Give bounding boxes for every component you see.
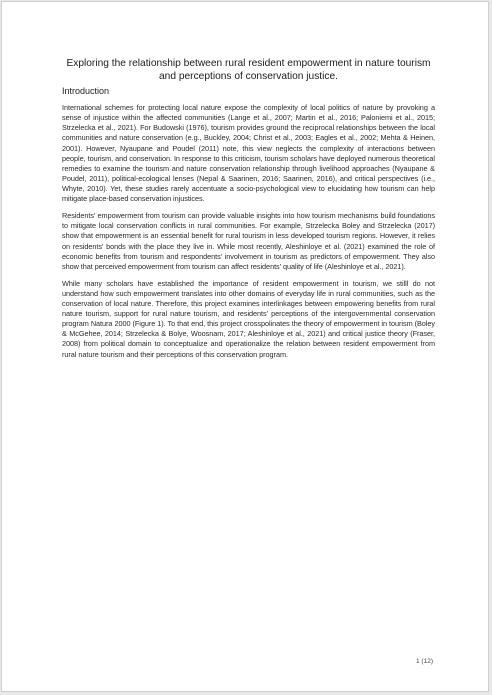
paragraph-3: While many scholars have established the importance of resident empowerment in tourism, we stilll do not understand how such empowerment translates into other domains of everyday life in rural communities, such as the conservation of local nature. Therefore, this project examines interlinkages between empowering benefits from rural nature tourism, support for rural nature tourism, and residents' perceptions of the intergovernmental conservation program Natura 2000 (Figure 1). To that end, this project crosspolinates the theory of empowerment in tourism (Boley & McGehee, 2014; Strzelecka & Bolye, Woosnam, 2017; Aleshinloye et al., 2021) and critical justice theory (Fraser, 2008) from political domain to conceptualize and operationalize the relation between resident empowerment from rural nature tourism and their perceptions of this conservation program.	[62, 278, 435, 359]
section-heading: Introduction	[62, 86, 110, 96]
paragraph-1: International schemes for protecting local nature expose the complexity of local politics of nature by provoking a sense of injustice within the affected communities (Lange et al., 2007; Martin et al., 2016; Paloniemi et al., 2015; Strzelecka et al., 2021). For Budowski (1976), tourism provides ground the reciprocal relationships between the local communities and nature conservation (e.g., Buckley, 2004; Christ et al., 2003; Eagles et al., 2002; Mehta & Heinen, 2001). However, Nyaupane and Poudel (2011) note, this view neglects the complexity of interactions between people, tourism, and conservation. In response to this criticism, tourism scholars have deployed numerous theoretical remedies to examine the tourism and nature conservation relationship through livelihood approaches (Nyaupane & Poudel, 2011), political-ecological lenses (Nepal & Saarinen, 2016; Saarinen, 2016), and critical perspectives (i.e., Whyte, 2010). Yet, these studies rarely accentuate a socio-psychological view to elucidating how tourism can help mitigate place-based conservation injustices.	[62, 103, 435, 204]
document-title: Exploring the relationship between rural resident empowerment in nature tourism and perceptions of conservation justice.	[66, 58, 431, 82]
paragraph-2: Residents' empowerment from tourism can provide valuable insights into how tourism mechanisms build foundations to mitigate local conservation conflicts in rural communities. For example, Strzelecka Boley and Strzelecka (2017) show that empowerment is an essential benefit for rural tourism in less developed tourism regions. However, it relies on residents' bonds with the place they live in. While most recently, Aleshinloye et al. (2021) examined the role of economic benefits from tourism and respondents' involvement in tourism as predictors of empowerment. They also show that perceived empowerment from tourism can affect residents' quality of life (Aleshinloye et al., 2021).	[62, 211, 435, 271]
page-number: 1 (12)	[416, 658, 433, 665]
page-content	[62, 58, 435, 366]
document-page	[1, 1, 489, 692]
